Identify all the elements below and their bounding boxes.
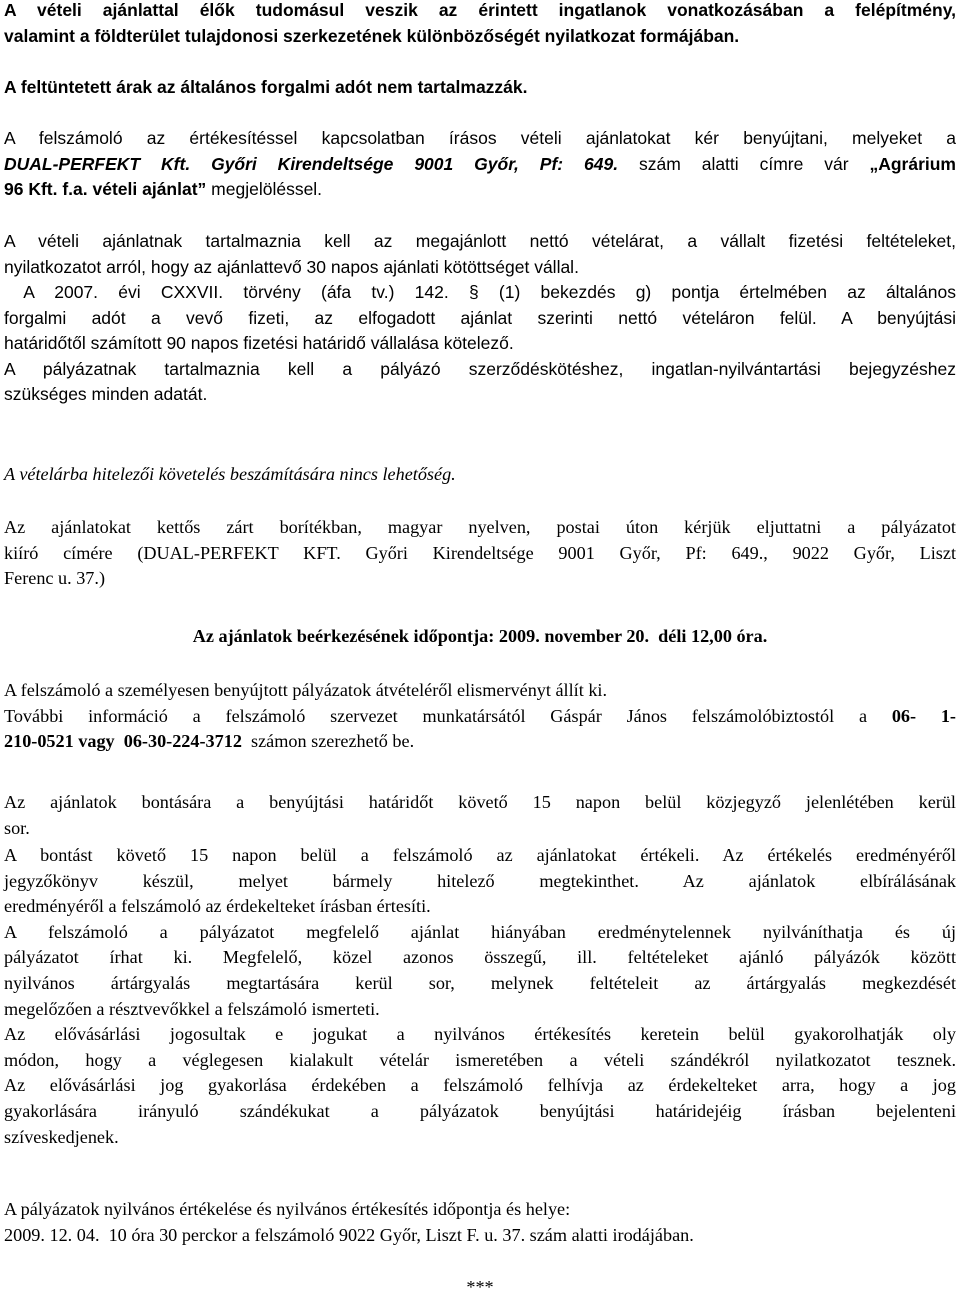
phone-numbers: 210-0521 vagy 06-30-224-3712 <box>4 731 242 752</box>
deadline-text: Az ajánlatok beérkezésének időpontja: 2009. november 20. déli 12,00 óra. <box>192 626 768 646</box>
public-evaluation-line-1: A pályázatok nyilvános értékelése és nyilvános értékesítés időpontja és helye: <box>4 1199 571 1219</box>
envelope-line-1: Az ajánlatokat kettős zárt borítékban, magyar nyelven, postai úton kérjük eljuttatni a pályázatot <box>4 517 956 537</box>
info-end: számon szerezhető be. <box>241 731 415 752</box>
vat-law-line-3: határidőtől számított 90 napos fizetési határidő vállalása kötelező. <box>4 333 514 353</box>
vat-law-line-2: forgalmi adót a vevő fizeti, az elfogadott ajánlat szerinti nettó vételáron felül. A benyújtási <box>4 307 956 328</box>
submission-mid: szám alatti címre vár <box>618 153 870 174</box>
intro-line-1: A vételi ajánlattal élők tudomásul veszik az érintett ingatlanok vonatkozásában a felépítmény, <box>4 0 956 20</box>
unsuccessful-line-3: nyilvános ártárgyalás megtartására kerül sor, melynek feltételeit az ártárgyalás megkezdését <box>4 972 956 993</box>
vat-law-line-1: A 2007. évi CXXVII. törvény (áfa tv.) 142. § (1) bekezdés g) pontja értelmében az általános <box>4 282 956 302</box>
contact-paragraph <box>4 678 956 755</box>
public-evaluation-line-2: 2009. 12. 04. 10 óra 30 perckor a felszámoló 9022 Győr, Liszt F. u. 37. szám alatti irodájában. <box>4 1224 694 1245</box>
vat-note <box>4 75 956 101</box>
submission-end: megjelöléssel. <box>206 179 323 199</box>
preemption-2-line-2: gyakorlására irányuló szándékukat a pályázatok benyújtási határidejéig írásban bejelenteni <box>4 1100 956 1121</box>
preemption-2-line-3: szíveskedjenek. <box>4 1126 119 1147</box>
info-line-2 <box>4 729 956 755</box>
unsuccessful-line-2: pályázatot írhat ki. Megfelelő, közel azonos összegű, ill. feltételeket ajánló pályázók között <box>4 947 956 968</box>
preemption-1-line-2: módon, hogy a véglegesen kialakult vételár ismeretében a vételi szándékról nyilatkozatot tesznek. <box>4 1049 956 1070</box>
receipt-note: A felszámoló a személyesen benyújtott pályázatok átvételéről elismervényt állít ki. <box>4 680 608 700</box>
unsuccessful-line-4: megelőzően a résztvevőkkel a felszámoló ismerteti. <box>4 998 380 1019</box>
phone-number-start: 06- 1- <box>891 705 956 726</box>
submission-line-3 <box>4 177 956 203</box>
opening-line-2: sor. <box>4 817 30 838</box>
opening-paragraph <box>4 790 956 841</box>
intro-paragraph <box>4 0 956 49</box>
separator-stars: *** <box>466 1277 494 1297</box>
envelope-paragraph <box>4 515 956 592</box>
evaluation-line-1: A bontást követő 15 napon belül a felszámoló az ajánlatokat értékeli. Az értékelés eredményéről <box>4 845 956 865</box>
public-evaluation-paragraph <box>4 1197 956 1248</box>
credit-note <box>4 462 956 488</box>
preemption-2-line-1: Az elővásárlási jog gyakorlása érdekében a felszámoló felhívja az érdekelteket arra, hogy a jog <box>4 1075 956 1096</box>
offer-label-end: 96 Kft. f.a. vételi ajánlat” <box>4 179 207 199</box>
vat-note-text: A feltüntetett árak az általános forgalmi adót nem tartalmazzák. <box>4 77 528 97</box>
offer-contents-line-1: A vételi ajánlatnak tartalmaznia kell az megajánlott nettó vételárat, a vállalt fizetési feltételeket, <box>4 231 956 251</box>
submission-line-2 <box>4 152 956 178</box>
tender-data-line-2: szükséges minden adatát. <box>4 384 208 404</box>
submission-line-1: A felszámoló az értékesítéssel kapcsolatban írásos vételi ajánlatokat kér benyújtani, melyeket a <box>4 128 956 148</box>
separator <box>4 1275 956 1301</box>
preemption-1-line-1: Az elővásárlási jogosultak e jogukat a nyilvános értékesítés keretein belül gyakorolhatják oly <box>4 1024 956 1045</box>
submission-paragraph <box>4 126 956 203</box>
offer-contents-paragraph <box>4 229 956 408</box>
credit-note-text: A vételárba hitelezői követelés beszámítására nincs lehetőség. <box>4 464 456 484</box>
tender-data-line-1: A pályázatnak tartalmaznia kell a pályázó szerződéskötéshez, ingatlan-nyilvántartási bejegyzéshez <box>4 358 956 379</box>
opening-line-1: Az ajánlatok bontására a benyújtási határidőt követő 15 napon belül közjegyző jelenlétében kerül <box>4 792 956 812</box>
info-line-1 <box>4 704 956 730</box>
info-text: További információ a felszámoló szervezet munkatársától Gáspár János felszámolóbiztostól a <box>4 705 892 726</box>
company-name: DUAL-PERFEKT Kft <box>4 153 186 174</box>
intro-line-2: valamint a földterület tulajdonosi szerkezetének különbözőségét nyilatkozat formájában. <box>4 25 740 46</box>
evaluation-line-2: jegyzőkönyv készül, melyet bármely hitelező megtekinthet. Az ajánlatok elbírálásának <box>4 870 956 891</box>
unsuccessful-line-1: A felszámoló a pályázatot megfelelő ajánlat hiányában eredménytelennek nyilváníthatja és új <box>4 921 956 942</box>
deadline-heading <box>4 624 956 650</box>
offer-contents-line-2: nyilatkozatot arról, hogy az ajánlattevő 30 napos ajánlati kötöttséget vállal. <box>4 256 579 277</box>
evaluation-paragraphs <box>4 843 956 1150</box>
envelope-line-3: Ferenc u. 37.) <box>4 568 106 589</box>
evaluation-line-3: eredményéről a felszámoló az érdekelteket írásban értesíti. <box>4 896 431 917</box>
envelope-line-2: kiíró címére (DUAL-PERFEKT KFT. Győri Kirendeltsége 9001 Győr, Pf: 649., 9022 Győr, Liszt <box>4 542 956 563</box>
branch-address: . Győri Kirendeltsége 9001 Győr, Pf: 649. <box>185 153 619 174</box>
offer-label-start: „Agrárium <box>869 153 956 174</box>
